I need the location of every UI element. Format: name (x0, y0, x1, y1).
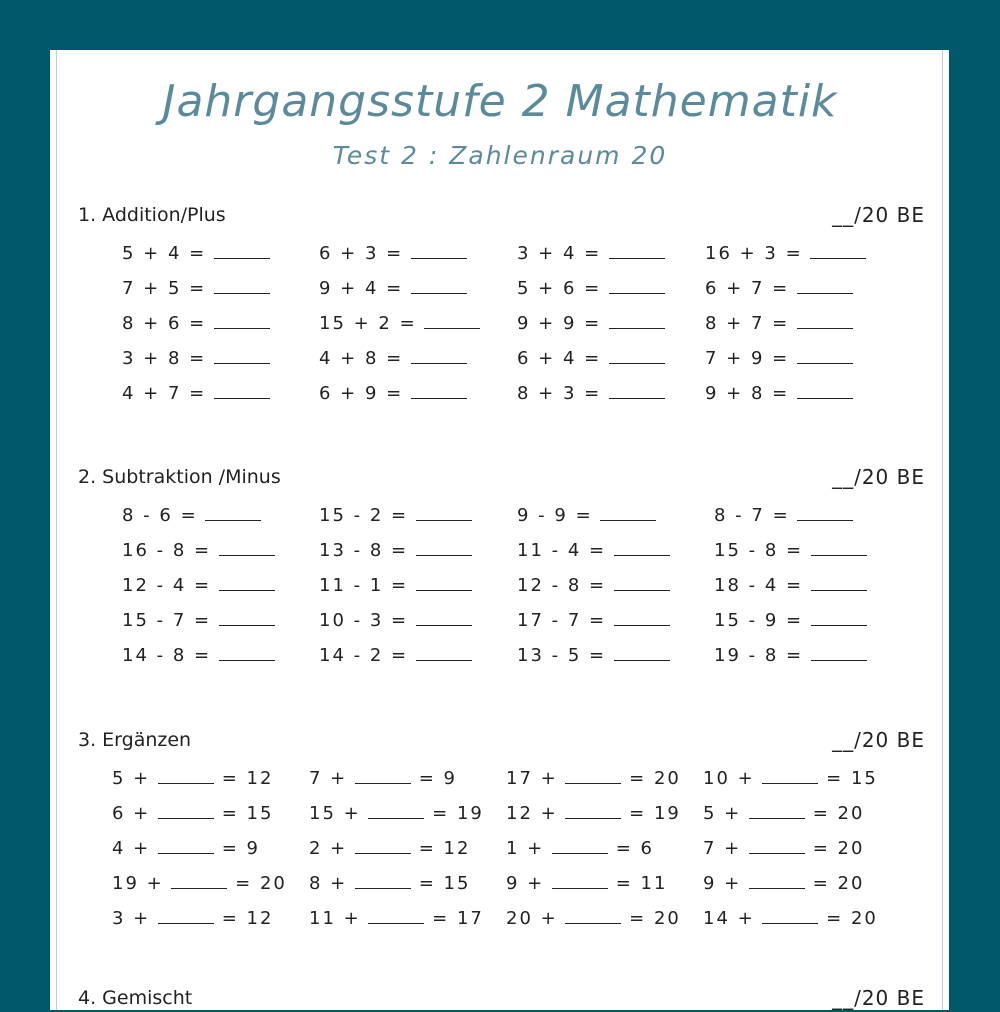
exercise-term: 9 + 8 = (705, 383, 797, 404)
exercise-row (122, 608, 275, 634)
exercise-row (506, 801, 681, 827)
answer-blank[interactable] (158, 837, 214, 854)
page-title: Jahrgangsstufe 2 Mathematik (162, 76, 838, 127)
answer-blank[interactable] (811, 609, 867, 626)
exercise-term-left: 5 + (703, 803, 749, 824)
exercise-term: 8 + 7 = (705, 313, 797, 334)
answer-blank[interactable] (749, 802, 805, 819)
exercise-term: 9 + 4 = (319, 278, 411, 299)
exercise-term-left: 5 + (112, 768, 158, 789)
page-subtitle: Test 2 : Zahlenraum 20 (332, 141, 668, 170)
answer-blank[interactable] (158, 907, 214, 924)
exercise-term: 15 + 2 = (319, 313, 425, 334)
exercise-row (122, 241, 270, 267)
exercise-row (112, 801, 273, 827)
exercise-term-left: 2 + (309, 838, 355, 859)
exercise-term-left: 12 + (506, 803, 566, 824)
answer-blank[interactable] (811, 644, 867, 661)
exercise-row (112, 766, 273, 792)
exercise-term-right: = 6 (607, 838, 654, 859)
exercise-row (714, 503, 853, 529)
exercise-row (705, 311, 853, 337)
exercise-row (506, 766, 681, 792)
exercise-row (309, 906, 484, 932)
exercise-term: 6 + 7 = (705, 278, 797, 299)
exercise-term-right: = 19 (424, 803, 484, 824)
answer-blank[interactable] (355, 837, 411, 854)
answer-blank[interactable] (219, 574, 275, 591)
exercise-row (122, 276, 270, 302)
answer-blank[interactable] (416, 644, 472, 661)
answer-blank[interactable] (797, 347, 853, 364)
exercise-row (517, 311, 665, 337)
answer-blank[interactable] (214, 382, 270, 399)
exercise-term-right: = 20 (804, 803, 865, 824)
exercise-row (122, 503, 261, 529)
answer-blank[interactable] (614, 574, 670, 591)
exercise-term-left: 11 + (309, 908, 369, 929)
answer-blank[interactable] (609, 382, 665, 399)
exercise-row (122, 538, 275, 564)
exercise-term: 8 + 6 = (122, 313, 214, 334)
exercise-term: 13 - 8 = (319, 540, 416, 561)
answer-blank[interactable] (797, 312, 853, 329)
exercise-term: 19 - 8 = (714, 645, 811, 666)
answer-blank[interactable] (214, 347, 270, 364)
exercise-row (517, 643, 670, 669)
answer-blank[interactable] (219, 609, 275, 626)
exercise-term: 12 - 4 = (122, 575, 219, 596)
answer-blank[interactable] (368, 802, 424, 819)
exercise-term-left: 7 + (703, 838, 749, 859)
exercise-term: 13 - 5 = (517, 645, 614, 666)
answer-blank[interactable] (614, 539, 670, 556)
exercise-term: 15 - 8 = (714, 540, 811, 561)
exercise-term-left: 20 + (506, 908, 566, 929)
answer-blank[interactable] (811, 539, 867, 556)
answer-blank[interactable] (565, 802, 621, 819)
exercise-row (319, 381, 467, 407)
exercise-row (319, 503, 472, 529)
exercise-term-left: 7 + (309, 768, 355, 789)
exercise-term-right: = 12 (213, 768, 274, 789)
exercise-row (714, 573, 867, 599)
answer-blank[interactable] (811, 574, 867, 591)
answer-blank[interactable] (219, 644, 275, 661)
exercise-row (703, 871, 864, 897)
exercise-term-right: = 20 (804, 838, 865, 859)
answer-blank[interactable] (205, 504, 261, 521)
exercise-term: 5 + 4 = (122, 243, 214, 264)
exercise-term-right: = 20 (227, 873, 287, 894)
section-heading-addition: 1. Addition/Plus (78, 204, 226, 226)
exercise-row (517, 276, 665, 302)
answer-blank[interactable] (214, 312, 270, 329)
exercise-term-right: = 15 (213, 803, 274, 824)
answer-blank[interactable] (355, 872, 411, 889)
exercise-term-right: = 9 (213, 838, 260, 859)
exercise-row (714, 538, 867, 564)
answer-blank[interactable] (416, 609, 472, 626)
answer-blank[interactable] (219, 539, 275, 556)
exercise-term: 3 + 4 = (517, 243, 609, 264)
exercise-row (319, 608, 472, 634)
answer-blank[interactable] (609, 242, 665, 259)
exercise-term-left: 19 + (112, 873, 172, 894)
exercise-term-right: = 20 (804, 873, 865, 894)
exercise-row (319, 538, 472, 564)
exercise-term: 15 - 9 = (714, 610, 811, 631)
exercise-row (506, 871, 667, 897)
exercise-row (112, 871, 287, 897)
exercise-term-right: = 19 (621, 803, 681, 824)
exercise-row (309, 801, 484, 827)
answer-blank[interactable] (411, 347, 467, 364)
answer-blank[interactable] (797, 277, 853, 294)
exercise-term: 12 - 8 = (517, 575, 614, 596)
exercise-term: 5 + 6 = (517, 278, 609, 299)
exercise-term: 16 - 8 = (122, 540, 219, 561)
exercise-term: 14 - 2 = (319, 645, 416, 666)
exercise-term-right: = 9 (410, 768, 457, 789)
answer-blank[interactable] (762, 907, 818, 924)
exercise-term-left: 10 + (703, 768, 763, 789)
exercise-term: 18 - 4 = (714, 575, 811, 596)
exercise-term: 14 - 8 = (122, 645, 219, 666)
exercise-term: 6 + 3 = (319, 243, 411, 264)
answer-blank[interactable] (424, 312, 480, 329)
answer-blank[interactable] (600, 504, 656, 521)
exercise-term: 3 + 8 = (122, 348, 214, 369)
exercise-row (309, 766, 457, 792)
exercise-row (309, 871, 470, 897)
answer-blank[interactable] (158, 802, 214, 819)
answer-blank[interactable] (214, 242, 270, 259)
exercise-row (319, 241, 467, 267)
exercise-row (319, 573, 472, 599)
answer-blank[interactable] (411, 277, 467, 294)
exercise-row (122, 573, 275, 599)
exercise-term-right: = 17 (424, 908, 484, 929)
exercise-term: 11 - 4 = (517, 540, 614, 561)
exercise-term: 15 - 7 = (122, 610, 219, 631)
exercise-term-left: 14 + (703, 908, 763, 929)
exercise-row (319, 276, 467, 302)
answer-blank[interactable] (416, 539, 472, 556)
worksheet-page (50, 50, 949, 1010)
exercise-term-left: 3 + (112, 908, 158, 929)
exercise-row (703, 906, 878, 932)
exercise-row (517, 608, 670, 634)
exercise-term: 6 + 4 = (517, 348, 609, 369)
exercise-row (703, 766, 878, 792)
exercise-row (714, 608, 867, 634)
answer-blank[interactable] (609, 277, 665, 294)
exercise-row (319, 643, 472, 669)
exercise-row (517, 503, 656, 529)
answer-blank[interactable] (552, 837, 608, 854)
exercise-term-right: = 20 (621, 768, 681, 789)
exercise-term: 4 + 7 = (122, 383, 214, 404)
answer-blank[interactable] (368, 907, 424, 924)
section-score-mixed: __/20 BE (832, 986, 925, 1010)
exercise-term-left: 9 + (703, 873, 749, 894)
answer-blank[interactable] (552, 872, 608, 889)
exercise-row (122, 381, 270, 407)
exercise-term: 7 + 9 = (705, 348, 797, 369)
exercise-row (517, 538, 670, 564)
exercise-row (705, 346, 853, 372)
exercise-term: 17 - 7 = (517, 610, 614, 631)
exercise-term: 15 - 2 = (319, 505, 416, 526)
exercise-row (517, 241, 665, 267)
answer-blank[interactable] (797, 504, 853, 521)
exercise-row (319, 311, 480, 337)
section-heading-mixed: 4. Gemischt (78, 987, 193, 1009)
exercise-term-left: 9 + (506, 873, 552, 894)
section-heading-complete: 3. Ergänzen (78, 729, 192, 751)
answer-blank[interactable] (565, 767, 621, 784)
exercise-row (506, 906, 681, 932)
exercise-term-left: 8 + (309, 873, 355, 894)
exercise-row (703, 801, 864, 827)
exercise-term-right: = 20 (818, 908, 878, 929)
answer-blank[interactable] (762, 767, 818, 784)
exercise-row (122, 643, 275, 669)
answer-blank[interactable] (411, 382, 467, 399)
exercise-term: 9 - 9 = (517, 505, 601, 526)
section-score-complete: __/20 BE (832, 728, 925, 752)
exercise-term: 6 + 9 = (319, 383, 411, 404)
section-heading-subtraction: 2. Subtraktion /Minus (78, 466, 281, 488)
exercise-row (705, 381, 853, 407)
exercise-term: 8 + 3 = (517, 383, 609, 404)
exercise-term: 7 + 5 = (122, 278, 214, 299)
exercise-row (517, 381, 665, 407)
exercise-term-right: = 12 (410, 838, 471, 859)
exercise-term-right: = 20 (621, 908, 681, 929)
answer-blank[interactable] (416, 504, 472, 521)
answer-blank[interactable] (797, 382, 853, 399)
answer-blank[interactable] (565, 907, 621, 924)
exercise-term: 4 + 8 = (319, 348, 411, 369)
exercise-term: 10 - 3 = (319, 610, 416, 631)
answer-blank[interactable] (810, 242, 866, 259)
exercise-row (714, 643, 867, 669)
exercise-row (319, 346, 467, 372)
answer-blank[interactable] (749, 837, 805, 854)
exercise-row (112, 836, 260, 862)
answer-blank[interactable] (749, 872, 805, 889)
answer-blank[interactable] (609, 312, 665, 329)
answer-blank[interactable] (158, 767, 214, 784)
exercise-term-left: 6 + (112, 803, 158, 824)
exercise-row (122, 346, 270, 372)
exercise-term-left: 4 + (112, 838, 158, 859)
exercise-term-left: 17 + (506, 768, 566, 789)
exercise-row (309, 836, 470, 862)
answer-blank[interactable] (416, 574, 472, 591)
answer-blank[interactable] (411, 242, 467, 259)
exercise-row (122, 311, 270, 337)
exercise-term: 11 - 1 = (319, 575, 416, 596)
exercise-row (517, 573, 670, 599)
exercise-row (506, 836, 654, 862)
exercise-row (705, 241, 866, 267)
exercise-term-right: = 15 (818, 768, 878, 789)
exercise-term-right: = 15 (410, 873, 471, 894)
answer-blank[interactable] (355, 767, 411, 784)
answer-blank[interactable] (214, 277, 270, 294)
answer-blank[interactable] (609, 347, 665, 364)
exercise-term-right: = 11 (607, 873, 668, 894)
exercise-term-left: 1 + (506, 838, 552, 859)
exercise-row (112, 906, 273, 932)
section-score-addition: __/20 BE (832, 203, 925, 227)
exercise-term-left: 15 + (309, 803, 369, 824)
answer-blank[interactable] (614, 644, 670, 661)
section-score-subtraction: __/20 BE (832, 465, 925, 489)
answer-blank[interactable] (171, 872, 227, 889)
exercise-term: 9 + 9 = (517, 313, 609, 334)
exercise-row (705, 276, 853, 302)
exercise-row (703, 836, 864, 862)
exercise-term: 8 - 6 = (122, 505, 206, 526)
exercise-term: 8 - 7 = (714, 505, 798, 526)
exercise-row (517, 346, 665, 372)
answer-blank[interactable] (614, 609, 670, 626)
exercise-term: 16 + 3 = (705, 243, 811, 264)
exercise-term-right: = 12 (213, 908, 274, 929)
